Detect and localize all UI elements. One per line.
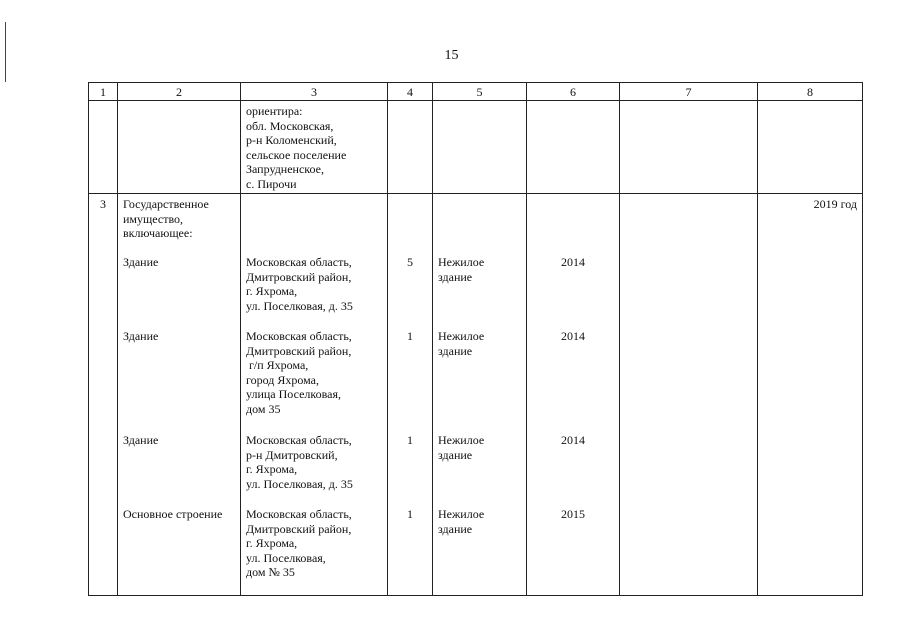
item-name: Здание	[123, 433, 159, 447]
names-cell	[118, 194, 241, 596]
table-row	[89, 101, 863, 194]
item-address: Московская область, р-н Дмитровский, г. Яхрома, ул. Поселковая, д. 35	[246, 433, 353, 491]
header-col-3: 3	[241, 83, 388, 101]
item-count: 1	[407, 507, 413, 521]
item-type: Нежилое здание	[438, 433, 485, 462]
header-row	[89, 83, 863, 101]
period-cell: 2019 год	[758, 194, 863, 596]
item-count: 1	[407, 433, 413, 447]
addresses-cell	[241, 194, 388, 596]
col7-cell	[620, 194, 758, 596]
header-col-4: 4	[388, 83, 433, 101]
header-col-1: 1	[89, 83, 118, 101]
item-address: Московская область, Дмитровский район, г. Яхрома, ул. Поселковая, д. 35	[246, 255, 353, 313]
item-year: 2014	[561, 255, 585, 269]
cont-type-cell	[433, 101, 527, 194]
item-name: Основное строение	[123, 507, 223, 521]
years-cell	[527, 194, 620, 596]
item-address: Московская область, Дмитровский район, г/п Яхрома, город Яхрома, улица Поселковая, дом 35	[246, 329, 352, 416]
item-address: Московская область, Дмитровский район, г. Яхрома, ул. Поселковая, дом № 35	[246, 507, 352, 579]
row-number: 3	[89, 194, 118, 596]
header-col-7: 7	[620, 83, 758, 101]
item-year: 2014	[561, 329, 585, 343]
property-table	[88, 82, 863, 596]
cont-count-cell	[388, 101, 433, 194]
item-name: Здание	[123, 255, 159, 269]
item-year: 2015	[561, 507, 585, 521]
item-name: Здание	[123, 329, 159, 343]
item-type: Нежилое здание	[438, 329, 485, 358]
item-type: Нежилое здание	[438, 255, 485, 284]
cont-address-cell: ориентира: обл. Московская, р-н Коломенский, сельское поселение Запрудненское, с. Пирочи	[241, 101, 388, 194]
header-col-8: 8	[758, 83, 863, 101]
cont-col7-cell	[620, 101, 758, 194]
item-type: Нежилое здание	[438, 507, 485, 536]
group-title: Государственное имущество, включающее:	[123, 197, 209, 240]
header-col-5: 5	[433, 83, 527, 101]
header-col-6: 6	[527, 83, 620, 101]
cont-name-cell	[118, 101, 241, 194]
page-number: 15	[444, 48, 459, 63]
cont-year-cell	[527, 101, 620, 194]
counts-cell	[388, 194, 433, 596]
header-col-2: 2	[118, 83, 241, 101]
cont-num-cell	[89, 101, 118, 194]
table-row	[89, 194, 863, 596]
item-count: 5	[407, 255, 413, 269]
item-count: 1	[407, 329, 413, 343]
item-year: 2014	[561, 433, 585, 447]
types-cell	[433, 194, 527, 596]
cont-col8-cell	[758, 101, 863, 194]
